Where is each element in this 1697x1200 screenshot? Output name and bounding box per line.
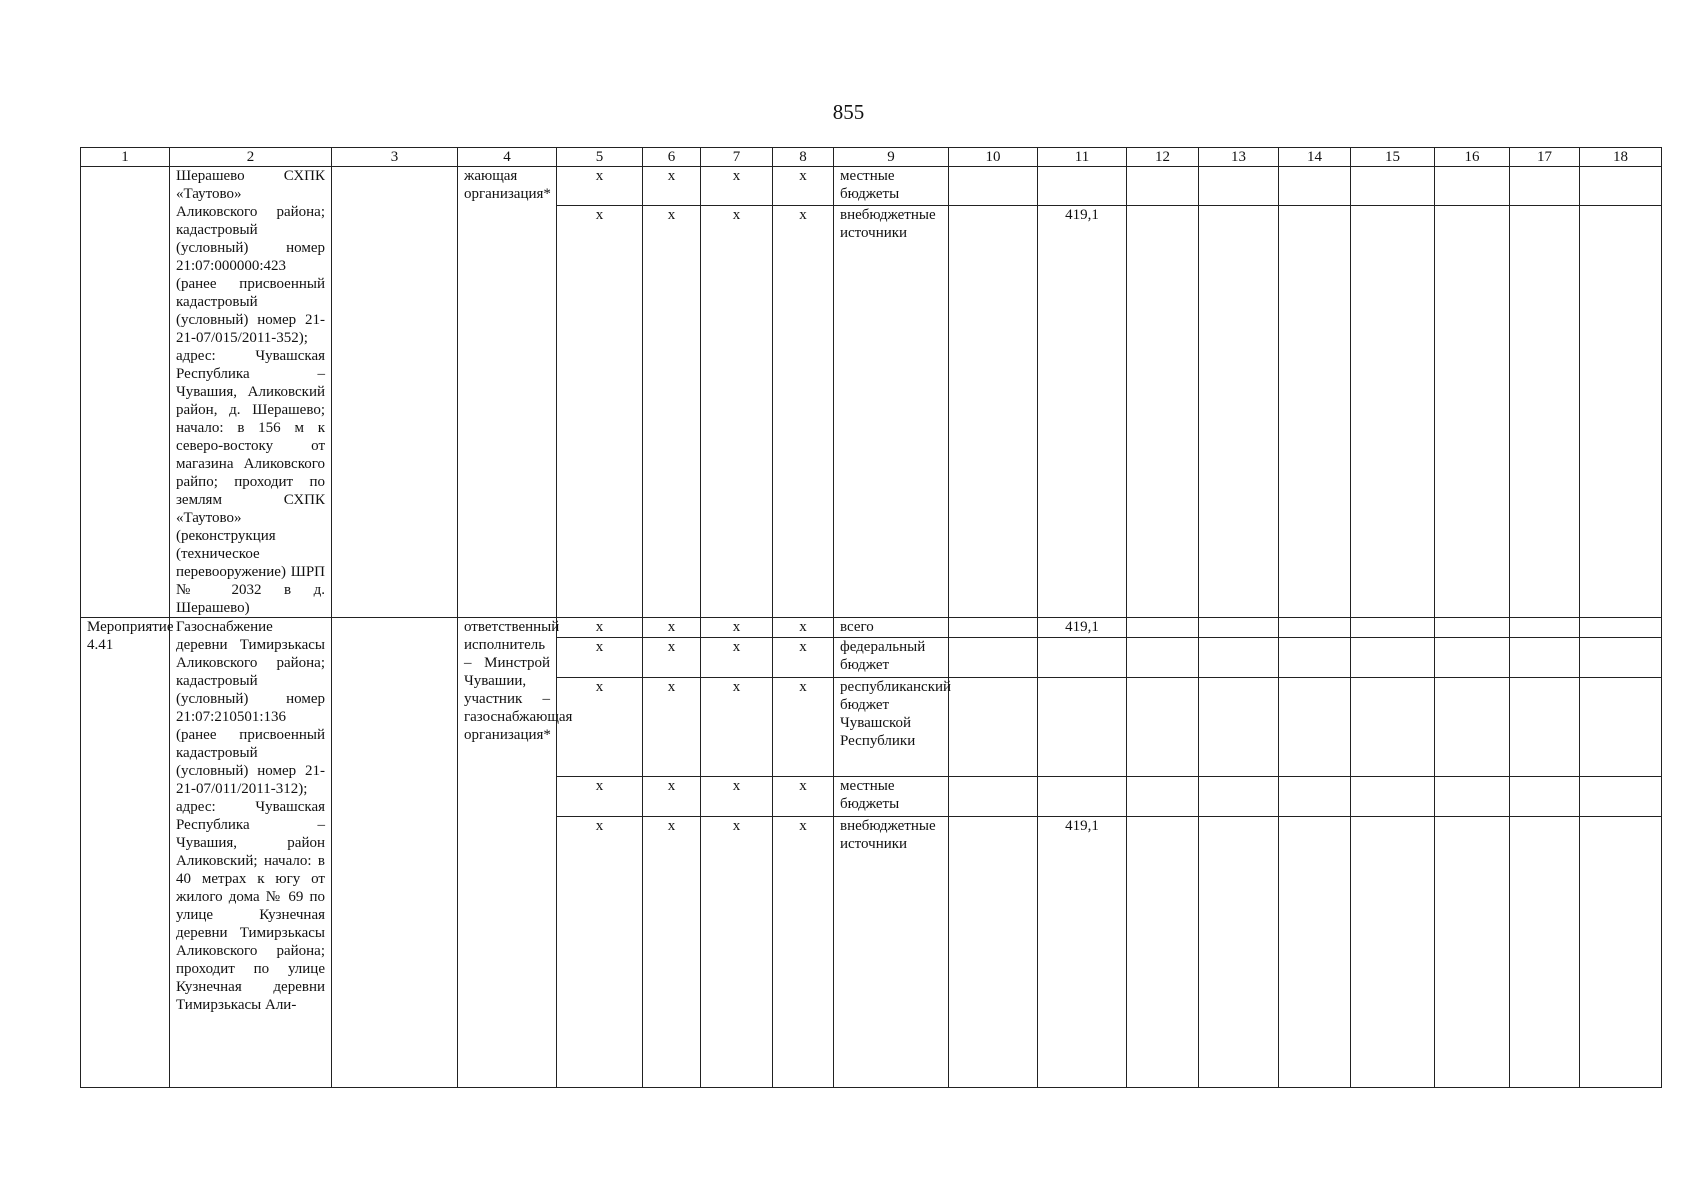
cell-c7: х: [701, 678, 773, 777]
cell-c16: [1435, 638, 1510, 678]
col-header: 3: [332, 148, 458, 167]
funding-source: местные бюджеты: [834, 167, 949, 206]
cell-c15: [1351, 618, 1435, 638]
col-header: 2: [170, 148, 332, 167]
cell-c13: [1199, 167, 1279, 206]
cell-c15: [1351, 206, 1435, 618]
cell-c5: х: [557, 206, 643, 618]
cell-c18: [1580, 638, 1662, 678]
cell-c11: [1038, 678, 1127, 777]
header-row: [81, 148, 1662, 167]
cell-c16: [1435, 777, 1510, 817]
code-cell: [81, 167, 170, 618]
cell-c7: х: [701, 167, 773, 206]
executor-cell: ответственный исполнитель – Минстрой Чувашии, участник – газоснабжающая организация*: [458, 618, 557, 1088]
cell-c11: 419,1: [1038, 817, 1127, 1088]
col-header: 13: [1199, 148, 1279, 167]
cell-c12: [1127, 167, 1199, 206]
cell-c6: х: [643, 777, 701, 817]
funding-source: всего: [834, 618, 949, 638]
cell-c12: [1127, 638, 1199, 678]
cell-c17: [1510, 817, 1580, 1088]
cell-c10: [949, 206, 1038, 618]
funding-source: внебюджетные источники: [834, 206, 949, 618]
cell-c18: [1580, 777, 1662, 817]
cell-c7: х: [701, 638, 773, 678]
cell-c14: [1279, 777, 1351, 817]
col-header: 4: [458, 148, 557, 167]
col-header: 10: [949, 148, 1038, 167]
cell-c8: х: [773, 638, 834, 678]
cell-c15: [1351, 678, 1435, 777]
cell-c10: [949, 638, 1038, 678]
cell-c5: х: [557, 167, 643, 206]
cell-c13: [1199, 638, 1279, 678]
cell-c11: 419,1: [1038, 206, 1127, 618]
cell-c5: х: [557, 678, 643, 777]
object-description: Шерашево СХПК «Таутово» Аликовского района; кадастровый (условный) номер 21:07:000000:423 (ранее присвоенный кадастровый (условный) номер 21-21-07/015/2011-352); адрес: Чувашская Республика – Чувашия, Аликовский район, д. Шерашево; начало: в 156 м к северо-востоку от магазина Аликовского райпо; проходит по землям СХПК «Таутово» (реконструкция (техническое перевооружение) ШРП № 2032 в д. Шерашево): [170, 167, 332, 618]
cell-c17: [1510, 206, 1580, 618]
cell-c10: [949, 618, 1038, 638]
col-header: 6: [643, 148, 701, 167]
col-header: 18: [1580, 148, 1662, 167]
cell-c6: х: [643, 618, 701, 638]
cell-c17: [1510, 167, 1580, 206]
cell-c15: [1351, 638, 1435, 678]
program-table: [80, 147, 1662, 1088]
cell-c14: [1279, 678, 1351, 777]
cell-c14: [1279, 206, 1351, 618]
cell-c6: х: [643, 206, 701, 618]
cell-c18: [1580, 167, 1662, 206]
col-header: 14: [1279, 148, 1351, 167]
cell-c11: [1038, 777, 1127, 817]
cell-c17: [1510, 777, 1580, 817]
cell-c10: [949, 167, 1038, 206]
cell-c8: х: [773, 167, 834, 206]
cell-c7: х: [701, 777, 773, 817]
cell-c16: [1435, 167, 1510, 206]
cell-c6: х: [643, 817, 701, 1088]
measure-code: Мероприятие 4.41: [81, 618, 170, 1088]
page-number: 855: [832, 100, 865, 124]
cell-c13: [1199, 206, 1279, 618]
empty-cell: [332, 167, 458, 618]
cell-c18: [1580, 206, 1662, 618]
cell-c7: х: [701, 206, 773, 618]
col-header: 15: [1351, 148, 1435, 167]
cell-c5: х: [557, 638, 643, 678]
cell-c6: х: [643, 167, 701, 206]
cell-c14: [1279, 167, 1351, 206]
cell-c8: х: [773, 678, 834, 777]
cell-c15: [1351, 777, 1435, 817]
cell-c16: [1435, 206, 1510, 618]
cell-c18: [1580, 618, 1662, 638]
executor-cell: жающая организация*: [458, 167, 557, 618]
cell-c8: х: [773, 206, 834, 618]
funding-source: местные бюджеты: [834, 777, 949, 817]
cell-c6: х: [643, 638, 701, 678]
cell-c12: [1127, 618, 1199, 638]
col-header: 5: [557, 148, 643, 167]
funding-source: республиканский бюджет Чувашской Республики: [834, 678, 949, 777]
cell-c8: х: [773, 618, 834, 638]
cell-c13: [1199, 678, 1279, 777]
col-header: 17: [1510, 148, 1580, 167]
cell-c12: [1127, 206, 1199, 618]
cell-c7: х: [701, 618, 773, 638]
cell-c10: [949, 817, 1038, 1088]
cell-c5: х: [557, 817, 643, 1088]
col-header: 1: [81, 148, 170, 167]
cell-c13: [1199, 817, 1279, 1088]
cell-c12: [1127, 777, 1199, 817]
cell-c6: х: [643, 678, 701, 777]
cell-c16: [1435, 618, 1510, 638]
cell-c18: [1580, 817, 1662, 1088]
cell-c17: [1510, 678, 1580, 777]
empty-cell: [332, 618, 458, 1088]
cell-c12: [1127, 817, 1199, 1088]
table-row: [81, 618, 1662, 638]
cell-c5: х: [557, 777, 643, 817]
cell-c13: [1199, 777, 1279, 817]
cell-c15: [1351, 167, 1435, 206]
cell-c16: [1435, 817, 1510, 1088]
cell-c14: [1279, 618, 1351, 638]
funding-source: федеральный бюджет: [834, 638, 949, 678]
cell-c17: [1510, 638, 1580, 678]
col-header: 7: [701, 148, 773, 167]
cell-c11: 419,1: [1038, 618, 1127, 638]
funding-source: внебюджетные источники: [834, 817, 949, 1088]
cell-c7: х: [701, 817, 773, 1088]
table-row: [81, 167, 1662, 206]
cell-c18: [1580, 678, 1662, 777]
cell-c5: х: [557, 618, 643, 638]
col-header: 12: [1127, 148, 1199, 167]
cell-c8: х: [773, 777, 834, 817]
cell-c15: [1351, 817, 1435, 1088]
cell-c11: [1038, 638, 1127, 678]
cell-c16: [1435, 678, 1510, 777]
cell-c8: х: [773, 817, 834, 1088]
col-header: 11: [1038, 148, 1127, 167]
cell-c11: [1038, 167, 1127, 206]
cell-c14: [1279, 817, 1351, 1088]
cell-c14: [1279, 638, 1351, 678]
col-header: 9: [834, 148, 949, 167]
col-header: 8: [773, 148, 834, 167]
cell-c10: [949, 678, 1038, 777]
object-description: Газоснабжение деревни Тимирзькасы Аликовского района; кадастровый (условный) номер 21:07:210501:136 (ранее присвоенный кадастровый (условный) номер 21-21-07/011/2011-312); адрес: Чувашская Республика – Чувашия, район Аликовский; начало: в 40 метрах к югу от жилого дома № 69 по улице Кузнечная деревни Тимирзькасы Аликовского района; проходит по улице Кузнечная деревни Тимирзькасы Али-: [170, 618, 332, 1088]
cell-c12: [1127, 678, 1199, 777]
cell-c10: [949, 777, 1038, 817]
col-header: 16: [1435, 148, 1510, 167]
cell-c13: [1199, 618, 1279, 638]
cell-c17: [1510, 618, 1580, 638]
